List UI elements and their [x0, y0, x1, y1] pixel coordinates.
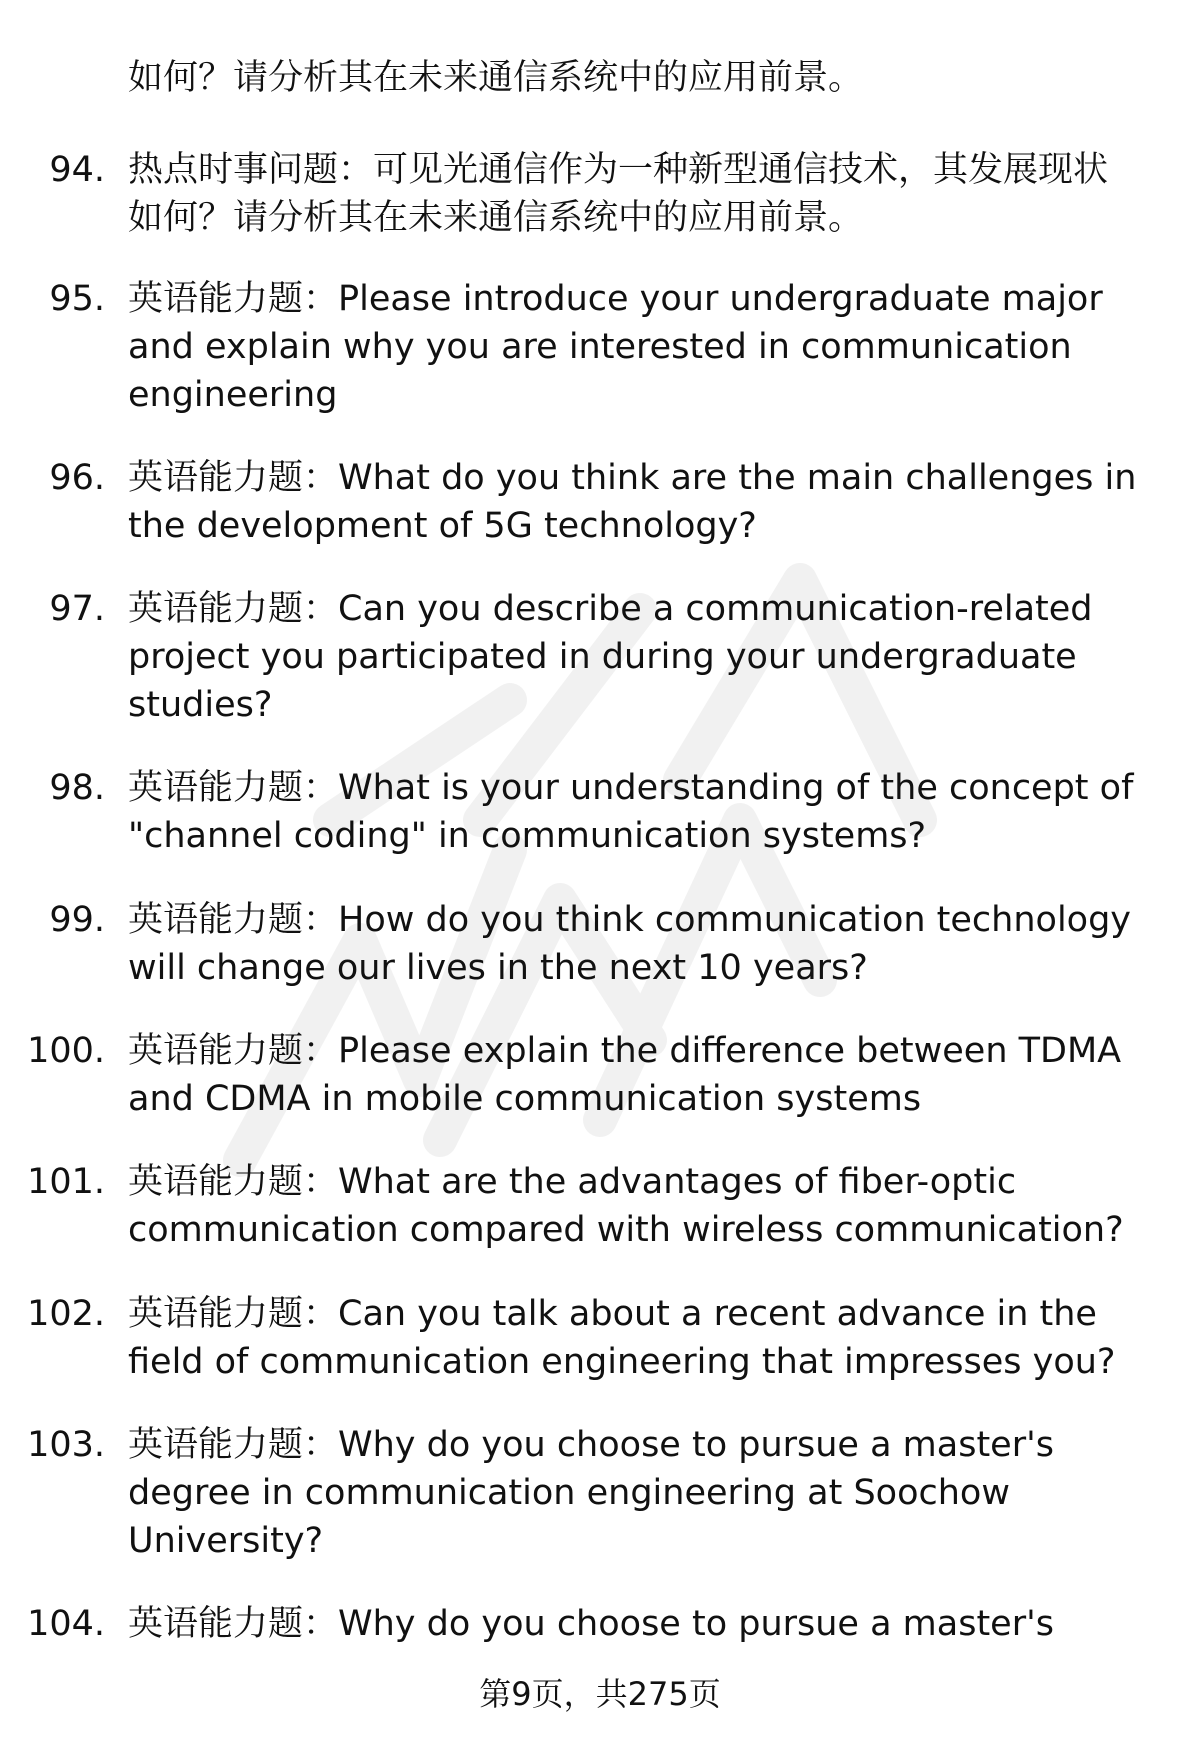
item-number: 99. [49, 900, 105, 940]
item-text: 英语能力题：What do you think are the main challenges in the development of 5G technology? [128, 458, 1137, 546]
item-text: 英语能力题：Why do you choose to pursue a master's [128, 1604, 1054, 1644]
item-number: 95. [49, 279, 105, 319]
item-text: 英语能力题：Can you talk about a recent advance in the field of communication engineering that impresses you? [128, 1294, 1116, 1382]
item-text: 英语能力题：Why do you choose to pursue a master's degree in communication engineering at Soochow University? [128, 1425, 1054, 1561]
item-number: 103. [27, 1425, 105, 1465]
item-text: 英语能力题：Can you describe a communication-related project you participated in during your undergraduate studies? [128, 589, 1093, 725]
item-number: 94. [49, 150, 105, 190]
item-text: 如何？请分析其在未来通信系统中的应用前景。 [128, 58, 864, 98]
item-text: 英语能力题：What is your understanding of the concept of "channel coding" in communication systems? [128, 768, 1134, 856]
item-number: 100. [27, 1031, 105, 1071]
page-number-footer: 第9页，共275页 [479, 1675, 721, 1713]
item-text: 英语能力题：What are the advantages of fiber-optic communication compared with wireless communication? [128, 1162, 1124, 1250]
item-number: 102. [27, 1294, 105, 1334]
item-text: 英语能力题：How do you think communication technology will change our lives in the next 10 years? [128, 900, 1132, 988]
item-number: 97. [49, 589, 105, 629]
item-text: 英语能力题：Please introduce your undergraduate major and explain why you are interested in communication engineering [128, 279, 1103, 415]
item-number: 96. [49, 458, 105, 498]
item-number: 101. [27, 1162, 105, 1202]
item-text: 热点时事问题：可见光通信作为一种新型通信技术，其发展现状 如何？请分析其在未来通信系统中的应用前景。 [128, 150, 1109, 238]
item-number: 104. [27, 1604, 105, 1644]
item-text: 英语能力题：Please explain the difference between TDMA and CDMA in mobile communication systems [128, 1031, 1122, 1119]
item-number: 98. [49, 768, 105, 808]
